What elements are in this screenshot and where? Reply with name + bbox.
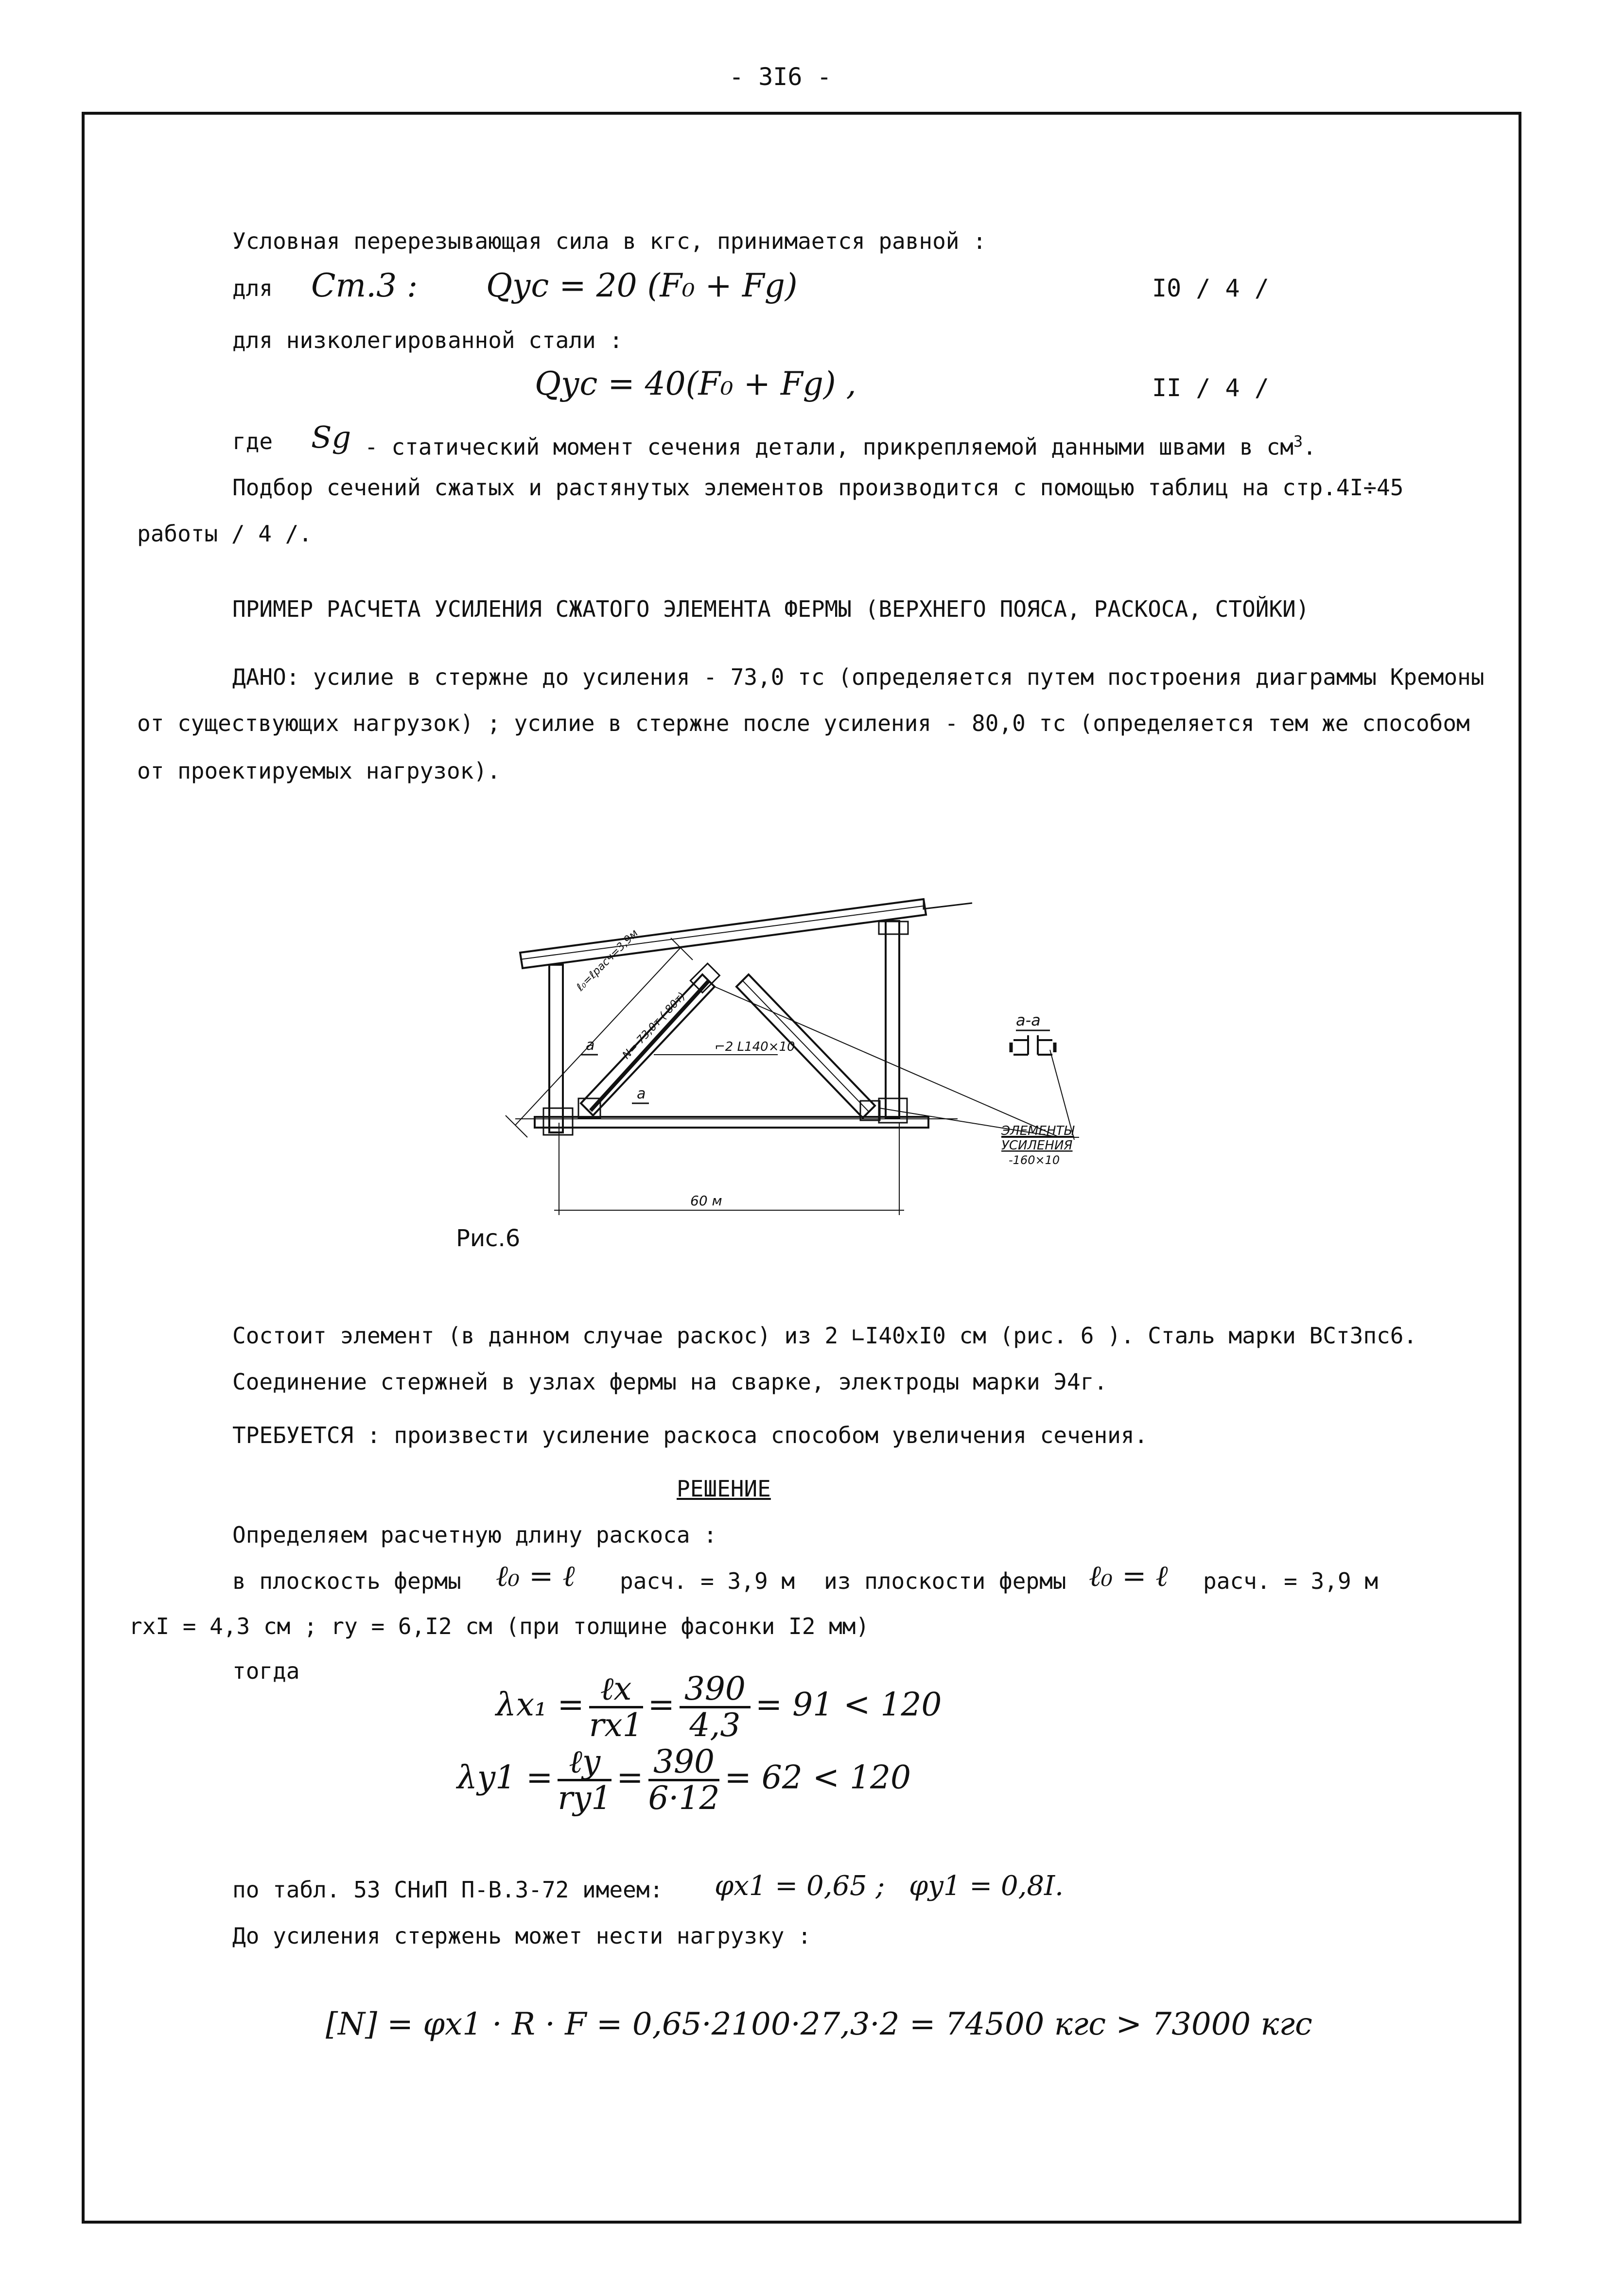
- then-label: тогда: [232, 1658, 300, 1684]
- formula-low-alloy: Qус = 40(F₀ + Fg) ,: [535, 365, 856, 402]
- load-capacity-formula: [N] = φx1 · R · F = 0,65·2100·27,3·2 = 74500 кгс > 73000 кгс: [326, 2006, 1312, 2042]
- where-label: где: [232, 428, 273, 454]
- steel-st3-label: Ст.3 :: [311, 267, 418, 304]
- truss-figure: [486, 894, 1118, 1264]
- left-post: [549, 965, 563, 1132]
- top-chord-line: [520, 906, 924, 959]
- phi-y-value: φy1 = 0,8I.: [909, 1870, 1064, 1902]
- lambda-x-equation: λx₁ = $\frac{\text{ℓx}}{rx1}$ = $\frac{390}{4,3}$ = 91 < 120: [496, 1670, 942, 1744]
- cut-label-a-1: а: [586, 1037, 595, 1054]
- reinforcement-label-2: УСИЛЕНИЯ: [1001, 1138, 1073, 1153]
- out-plane-value: расч. = 3,9 м: [1203, 1568, 1379, 1594]
- in-plane-formula: ℓ₀ = ℓ: [496, 1559, 575, 1593]
- in-plane-label: в плоскость фермы: [232, 1568, 461, 1594]
- low-alloy-label: для низколегированной стали :: [232, 327, 623, 353]
- connection-text: Соединение стержней в узлах фермы на сварке, электроды марки Э4г.: [232, 1369, 1108, 1395]
- composition-text: Состоит элемент (в данном случае раскос) из 2 ∟I40хI0 см (рис. 6 ). Сталь марки ВСт3пс6.: [232, 1322, 1417, 1349]
- solution-heading: РЕШЕНИЕ: [677, 1476, 771, 1502]
- table-reference-text: по табл. 53 СНиП П-В.3-72 имеем:: [232, 1877, 664, 1903]
- figure-caption: Рис.6: [456, 1225, 521, 1252]
- member-label: ⌐2 L140×10: [715, 1040, 795, 1054]
- before-reinforcement-text: До усиления стержень может нести нагрузку :: [232, 1923, 811, 1949]
- phi-x-value: φx1 = 0,65 ;: [715, 1870, 885, 1902]
- page-number: - 3I6 -: [729, 63, 832, 91]
- out-plane-label: из плоскости фермы: [824, 1568, 1066, 1594]
- static-moment-symbol: Sg: [311, 419, 351, 455]
- design-length-text: Определяем расчетную длину раскоса :: [232, 1522, 717, 1548]
- for-label: для: [232, 275, 273, 301]
- top-chord-plate: [924, 900, 972, 909]
- out-plane-formula: ℓ₀ = ℓ: [1089, 1559, 1168, 1593]
- shear-force-intro: Условная перерезывающая сила в кгс, принимается равной :: [232, 228, 986, 254]
- required-text: ТРЕБУЕТСЯ : произвести усиление раскоса способом увеличения сечения.: [232, 1422, 1148, 1448]
- reinforcement-plate-left: [591, 981, 709, 1111]
- top-chord: [520, 899, 926, 968]
- formula-st3: Qус = 20 (F₀ + Fg): [486, 267, 798, 304]
- dimension-60m: 60 м: [690, 1193, 722, 1209]
- given-line-2: от существующих нагрузок) ; усилие в стержне после усиления - 80,0 тс (определяется тем же способом: [137, 710, 1470, 736]
- radii-of-gyration: rxI = 4,3 см ; ry = 6,I2 см (при толщине фасонки I2 мм): [129, 1613, 870, 1639]
- reference-10: I0 / 4 /: [1152, 274, 1269, 302]
- reinforcement-label-1: ЭЛЕМЕНТЫ: [1001, 1124, 1074, 1138]
- in-plane-value: расч. = 3,9 м: [620, 1568, 795, 1594]
- length-label: ℓ₀=ℓрасч=3,9м: [574, 927, 641, 994]
- selection-line-2: работы / 4 /.: [137, 521, 313, 547]
- reference-11: II / 4 /: [1152, 374, 1269, 402]
- right-post: [886, 921, 899, 1118]
- given-line-3: от проектируемых нагрузок).: [137, 758, 501, 784]
- static-moment-text: - статический момент сечения детали, прикрепляемой данными швами в $см^3$.: [365, 432, 1316, 460]
- lambda-y-equation: λy1 = $\frac{\text{ℓy}}{ry1}$ = $\frac{390}{6\cdot 12}$ = 62 < 120: [457, 1743, 911, 1817]
- reinforcement-label-3: -160×10: [1009, 1153, 1060, 1167]
- given-line-1: ДАНО: усилие в стержне до усиления - 73,0 тс (определяется путем построения диаграммы Кремоны: [232, 664, 1485, 690]
- section-label: а-а: [1016, 1011, 1041, 1029]
- cut-label-a-2: а: [637, 1085, 646, 1102]
- force-label: N=-73,0т (-80т): [620, 990, 688, 1062]
- example-heading: ПРИМЕР РАСЧЕТА УСИЛЕНИЯ СЖАТОГО ЭЛЕМЕНТА ФЕРМЫ (ВЕРХНЕГО ПОЯСА, РАСКОСА, СТОЙКИ): [232, 596, 1310, 622]
- selection-line-1: Подбор сечений сжатых и растянутых элементов производится с помощью таблиц на стр.4I÷45: [232, 474, 1404, 501]
